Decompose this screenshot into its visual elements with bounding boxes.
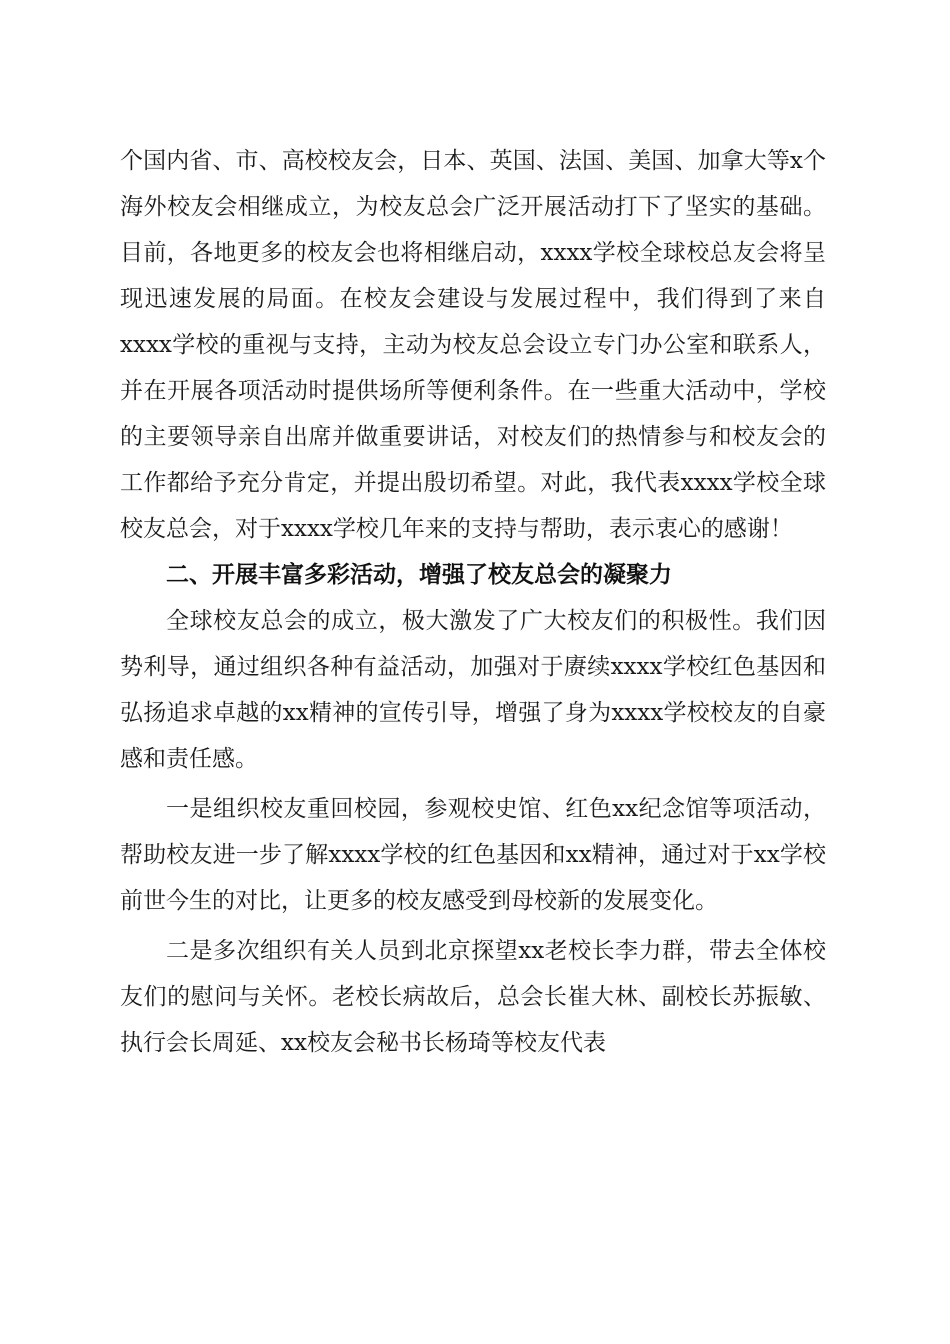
paragraph-item-two: 二是多次组织有关人员到北京探望xx老校长李力群，带去全体校友们的慰问与关怀。老校长病故后，总会长崔大林、副校长苏振敏、执行会长周延、xx校友会秘书长杨琦等校友代表 xyxy=(120,938,826,1056)
paragraph-continuation: 个国内省、市、高校校友会，日本、英国、法国、美国、加拿大等x个海外校友会相继成立，为校友总会广泛开展活动打下了坚实的基础。目前，各地更多的校友会也将相继启动，xxxx学校全球校总友会将呈现迅速发展的局面。在校友会建设与发展过程中，我们得到了来自xxxx学校的重视与支持，主动为校友总会设立专门办公室和联系人，并在开展各项活动时提供场所等便利条件。在一些重大活动中，学校的主要领导亲自出席并做重要讲话，对校友们的热情参与和校友会的工作都给予充分肯定，并提出殷切希望。对此，我代表xxxx学校全球校友总会，对于xxxx学校几年来的支持与帮助，表示衷心的感谢！ xyxy=(120,148,826,542)
document-page xyxy=(120,138,826,1066)
paragraph-intro: 全球校友总会的成立，极大激发了广大校友们的积极性。我们因势利导，通过组织各种有益活动，加强对于赓续xxxx学校红色基因和弘扬追求卓越的xx精神的宣传引导，增强了身为xxxx学校校友的自豪感和责任感。 xyxy=(120,608,826,772)
section-heading: 二、开展丰富多彩活动，增强了校友总会的凝聚力 xyxy=(166,562,672,588)
paragraph-item-one: 一是组织校友重回校园，参观校史馆、红色xx纪念馆等项活动，帮助校友进一步了解xxxx学校的红色基因和xx精神，通过对于xx学校前世今生的对比，让更多的校友感受到母校新的发展变化。 xyxy=(120,796,826,914)
